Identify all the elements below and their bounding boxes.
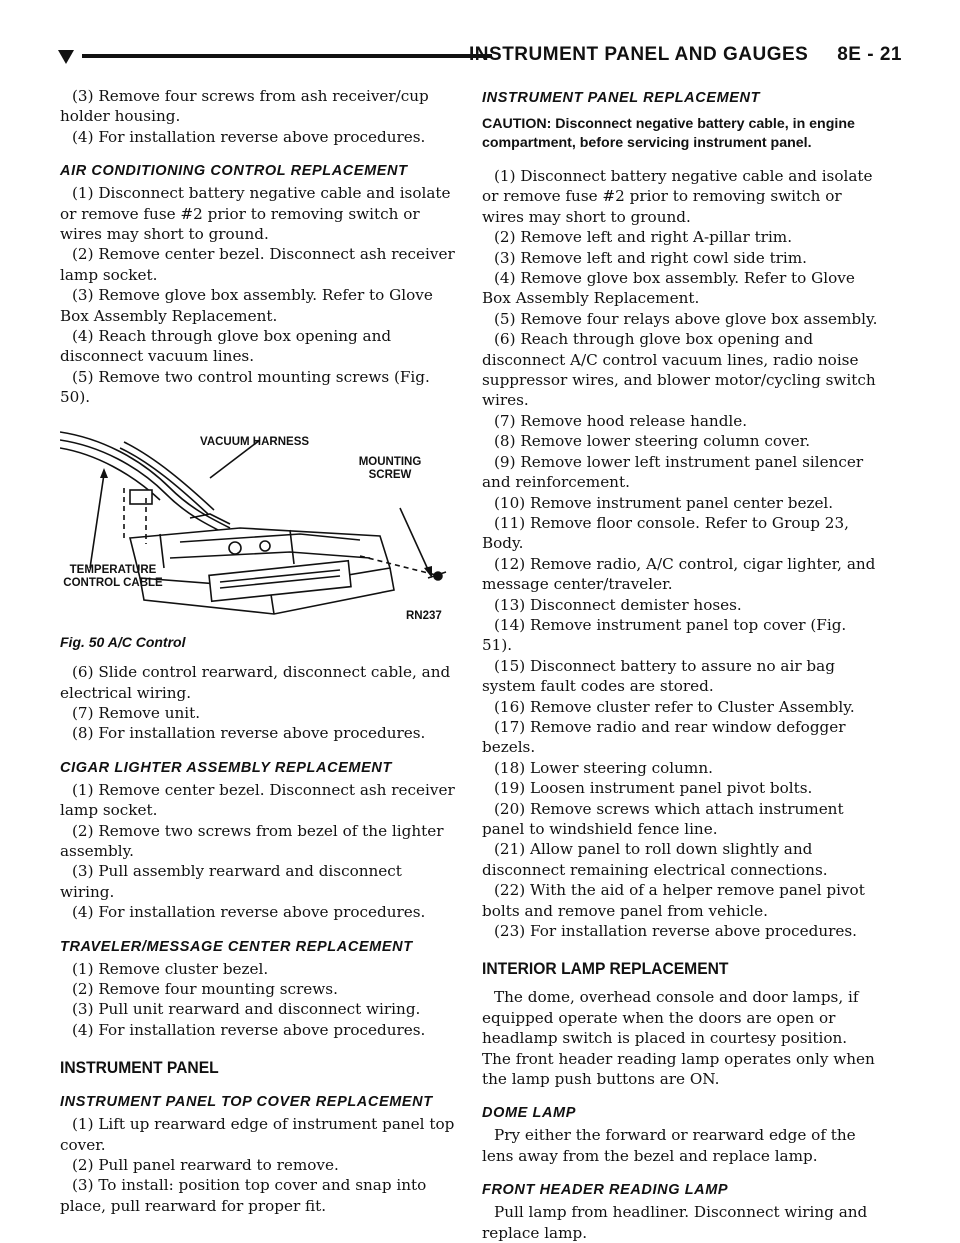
step: (5) Remove four relays above glove box assembly. (494, 309, 878, 328)
step: (10) Remove instrument panel center bezel. (494, 493, 834, 512)
step: (6) Slide control rearward, disconnect cable, and electrical wiring. (60, 663, 451, 702)
heading-dome-lamp: DOME LAMP (482, 1105, 577, 1122)
step: (1) Disconnect battery negative cable and isolate or remove fuse #2 prior to removing switch or wires may short to ground. (482, 167, 873, 226)
step: (22) With the aid of a helper remove panel pivot bolts and remove panel from vehicle. (482, 881, 865, 920)
step: (23) For installation reverse above procedures. (494, 922, 858, 941)
heading-front-header-lamp: FRONT HEADER READING LAMP (482, 1182, 729, 1199)
step: (3) Remove four screws from ash receiver/cup holder housing. (60, 87, 429, 126)
heading-traveler: TRAVELER/MESSAGE CENTER REPLACEMENT (60, 938, 413, 955)
label-figure-code: RN237 (406, 609, 442, 622)
ac-control-illustration (60, 418, 456, 632)
paragraph: Pry either the forward or rearward edge of the lens away from the bezel and replace lamp. (482, 1126, 856, 1165)
step: (16) Remove cluster refer to Cluster Assembly. (494, 697, 855, 716)
heading-cigar-lighter: CIGAR LIGHTER ASSEMBLY REPLACEMENT (60, 759, 392, 776)
step: (19) Loosen instrument panel pivot bolts. (494, 779, 813, 798)
step: (4) For installation reverse above procedures. (72, 903, 426, 922)
step: (2) Pull panel rearward to remove. (72, 1156, 339, 1174)
heading-ip-replacement: INSTRUMENT PANEL REPLACEMENT (482, 90, 761, 106)
step: (4) Reach through glove box opening and disconnect vacuum lines. (60, 327, 392, 366)
step: (1) Disconnect battery negative cable and isolate or remove fuse #2 prior to removing switch or wires may short to ground. (60, 184, 451, 244)
label-mounting-screw: MOUNTING SCREW (358, 455, 422, 481)
step: (1) Remove cluster bezel. (72, 959, 269, 978)
step: (4) For installation reverse above procedures. (72, 1020, 426, 1039)
step: (4) Remove glove box assembly. Refer to Glove Box Assembly Replacement. (482, 269, 855, 308)
step: (3) Remove left and right cowl side trim. (494, 248, 808, 267)
step: (3) Remove glove box assembly. Refer to Glove Box Assembly Replacement. (60, 286, 433, 325)
step: (6) Reach through glove box opening and disconnect A/C control vacuum lines, radio noise suppressor wires, and blower motor/cycling switch wires. (482, 330, 876, 410)
paragraph: The dome, overhead console and door lamps, if equipped operate when the doors are open or headlamp switch is placed in courtesy position. The front header reading lamp operates only when the lamp push buttons are ON. (482, 988, 875, 1089)
step: (1) Remove center bezel. Disconnect ash receiver lamp socket. (60, 780, 455, 820)
figure-ac-control (60, 418, 456, 632)
header-rule (82, 54, 492, 58)
step: (9) Remove lower left instrument panel silencer and reinforcement. (482, 452, 864, 492)
step: (17) Remove radio and rear window defogger bezels. (482, 717, 846, 757)
heading-instrument-panel: INSTRUMENT PANEL (60, 1058, 219, 1078)
step: (15) Disconnect battery to assure no air bag system fault codes are stored. (482, 656, 835, 696)
figure-caption: Fig. 50 A/C Control (60, 633, 186, 650)
step: (2) Remove two screws from bezel of the lighter assembly. (60, 821, 444, 860)
caution-note: CAUTION: Disconnect negative battery cable, in engine compartment, before servicing instrument panel. (482, 116, 855, 151)
heading-ip-top-cover: INSTRUMENT PANEL TOP COVER REPLACEMENT (60, 1094, 433, 1111)
step: (20) Remove screws which attach instrument panel to windshield fence line. (482, 799, 844, 838)
step: (18) Lower steering column. (494, 758, 713, 777)
paragraph: Pull lamp from headliner. Disconnect wiring and replace lamp. (482, 1203, 868, 1242)
label-temperature-cable: TEMPERATURE CONTROL CABLE (63, 563, 163, 589)
step: (2) Remove left and right A-pillar trim. (494, 228, 793, 247)
right-column (482, 86, 878, 1243)
step: (13) Disconnect demister hoses. (494, 595, 742, 614)
left-column (60, 86, 456, 1216)
page-title: INSTRUMENT PANEL AND GAUGES 8E - 21 (469, 44, 902, 65)
step: (7) Remove unit. (72, 703, 201, 722)
step: (7) Remove hood release handle. (494, 411, 748, 430)
step: (2) Remove four mounting screws. (72, 979, 338, 998)
page-header (58, 44, 902, 68)
step: (12) Remove radio, A/C control, cigar lighter, and message center/traveler. (482, 554, 876, 594)
triangle-marker-icon (58, 50, 74, 64)
step: (8) Remove lower steering column cover. (494, 432, 811, 451)
label-vacuum-harness: VACUUM HARNESS (200, 435, 310, 448)
step: (8) For installation reverse above procedures. (72, 724, 426, 743)
step: (1) Lift up rearward edge of instrument panel top cover. (60, 1115, 455, 1154)
heading-ac-control: AIR CONDITIONING CONTROL REPLACEMENT (60, 163, 408, 180)
step: (3) To install: position top cover and snap into place, pull rearward for proper fit. (60, 1176, 427, 1215)
step: (5) Remove two control mounting screws (Fig. 50). (60, 367, 430, 407)
step: (3) Pull unit rearward and disconnect wiring. (72, 1000, 421, 1019)
step: (14) Remove instrument panel top cover (Fig. 51). (482, 615, 847, 655)
step: (3) Pull assembly rearward and disconnect wiring. (60, 862, 402, 901)
heading-interior-lamp: INTERIOR LAMP REPLACEMENT (482, 959, 729, 979)
step: (21) Allow panel to roll down slightly and disconnect remaining electrical connections. (482, 840, 828, 879)
step: (11) Remove floor console. Refer to Group 23, Body. (482, 513, 849, 553)
step: (2) Remove center bezel. Disconnect ash receiver lamp socket. (60, 245, 455, 284)
step: (4) For installation reverse above procedures. (72, 127, 426, 146)
